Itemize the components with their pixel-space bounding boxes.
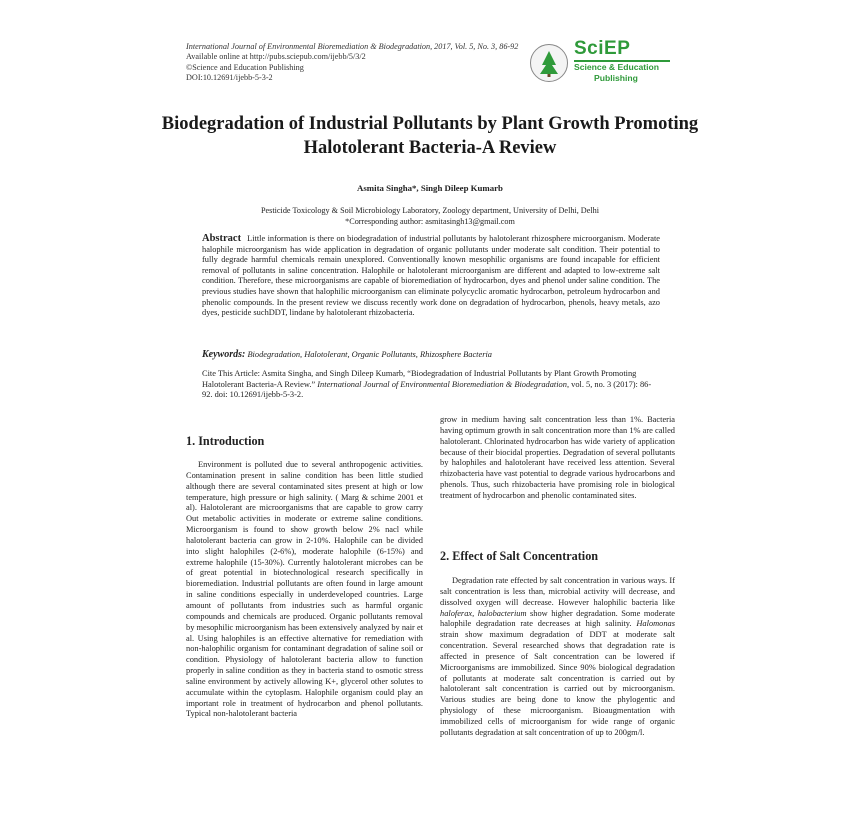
journal-citation-line: International Journal of Environmental Bioremediation & Biodegradation, 2017, Vol. 5, No. 3, 86-92 <box>186 42 519 51</box>
section-heading-salt: 2. Effect of Salt Concentration <box>440 549 599 563</box>
citation-block <box>202 369 660 401</box>
citation-text: Cite This Article: Asmita Singha, and Singh Dileep Kumarb, “Biodegradation of Industrial Pollutants by Plant Growth Promoting Halotolerant Bacteria-A Review.” <box>202 369 637 389</box>
abstract-label: Abstract <box>202 233 242 244</box>
logo-subtitle-1: Science & Education <box>574 62 660 72</box>
corresponding-author: *Corresponding author: asmitasingh13@gmail.com <box>345 216 515 226</box>
introduction-continuation: grow in medium having salt concentration less than 1%. Bacteria having optimum growth in salt concentration more than 1% are called halotolerant. Chlorinated hydrocarbon has wide variety of application because of their biocidal properties. Degradation of several pollutants by halophiles and halotolerant have received less attention. Several rhizobacteria have vast potential to degrade various hydrocarbons and phenols. Thus, such rhizobacteria have promising role in biological treatment of hydrocarbon and phenolic contaminated sites. <box>440 415 675 500</box>
citation-tail: , vol. 5, no. 3 (2017): 86-92. doi: 10.12691/ijebb-5-3-2. <box>202 379 652 400</box>
salt-section-body <box>440 576 675 739</box>
affiliation-block <box>160 206 700 227</box>
salt-italic-b: Halomonas <box>636 619 675 629</box>
section-heading-introduction: 1. Introduction <box>186 434 265 448</box>
copyright-line: ©Science and Education Publishing <box>186 62 304 72</box>
article-authors: Asmita Singha*, Singh Dileep Kumarb <box>357 183 503 193</box>
introduction-paragraph: Environment is polluted due to several anthropogenic activities. Contamination present in saline condition has been little studied although there are several contaminated sites present at high or low temperature, high pressure or high salinity. ( Marg & schime 2001 et al). Halotolerant are microorganisms that are capable to grow carry Out metabolic activities in moderate or extreme saline conditions. Microorganism is found to show growth below 2% nacl while halotolerant bacteria can grow in 2-10%. Halophile can be divided into slight halophiles (2-6%), moderate halophile (6-15%) and extreme halophile (15-30%). Currently halotolerant microbes can be of great potential in biotechnological research specifically in bioremediation. Industrial pollutants are often found in large amount in saline conditions especially in underdeveloped countries. Large amount of pollutants from industries such as harmful organic compounds and chemicals are produced. Organic pollutants removal by mesophilic microorganism has been extensively analyzed by nair et al. Using halophiles is an effective alternative for remediation with non-halophilic organism for contaminant degradation of saline soil or condition. Physiology of halotolerant bacteria allow to function properly in saline condition as they in bacteria stand to osmotic stress saline environment by actively allowing K+, glycerol other solutes to accumulate within the cytoplasm. Halophile organism could play an important role in treatment of hydrocarbon and phenol pollutants. Typical non-halotolerant bacteria <box>186 460 423 719</box>
doi-line: DOI:10.12691/ijebb-5-3-2 <box>186 73 273 83</box>
available-online-line: Available online at http://pubs.sciepub.com/ijebb/5/3/2 <box>186 52 366 62</box>
salt-text-c: strain show maximum degradation of DDT at moderate salt concentration. Several researched shows that degradation rate is affected in presence of Salt concentration can be lowered if Microorganisms are immobilized. Since 90% biological degradation of pollutants at moderate salt concentration is carried out by halotolerant salt concentration is carried out by microorganism. Various studies are being done to know the phylogentic and physiology of these microorganism. Bioaugmentation with immobilized cells of microorganism for wide range of organic pollutants degradation at salt concentration of up to 200gm/l. <box>440 630 675 737</box>
keywords <box>202 349 660 360</box>
abstract-text: Little information is there on biodegradation of industrial pollutants by halotolerant rhizosphere microorganism. Moderate halophile microorganism has wide application in degradation of organic pollutants under moderate salt condition. Their potential to fully degrade harmful chemicals remain unexplored. Conventionally known mesophilic organisms are found incapable for efficient removal of pollutants in saline concentration. Halophile or halotolerant microorganism are different and adapted to low-extreme salt condition. Therefore, these microorganisms are capable of bioremediation of hydrocarbon, dyes and phenol under saline condition. The previous studies have shown that halophilic microorganism can eliminate polycyclic aromatic hydrocarbon, petroleum hydrocarbon and phenolic compounds. In the present review we discuss recently work done on degradation of hydrocarbon, phenols, heavy metals, azo dyes, pesticide suchDDT, lindane by halotolerant rhizobacteria. <box>202 234 660 318</box>
salt-text-a: Degradation rate effected by salt concentration in various ways. If salt concentration is less than, microbial activity will decrease, and dissolved oxygen will decrease. However halophilic bacteria like <box>440 576 675 607</box>
logo-subtitle-2: Publishing <box>594 73 638 83</box>
salt-text-b: show higher degradation. Some moderate halophile degradation rate decreases at high salinity. <box>440 608 675 629</box>
logo-globe-icon <box>530 44 568 82</box>
column-left <box>186 460 423 720</box>
publisher-logo <box>530 40 670 86</box>
logo-wordmark: SciEP <box>574 38 631 59</box>
salt-italic-a: haloferax, halobacterium <box>440 608 527 618</box>
article-title: Biodegradation of Industrial Pollutants by Plant Growth Promoting Halotolerant Bacteria-A Review <box>161 114 699 158</box>
affiliation: Pesticide Toxicology & Soil Microbiology Laboratory, Zoology department, University of Delhi, Delhi <box>260 206 599 215</box>
journal-header <box>186 42 518 84</box>
keywords-text: Biodegradation, Halotolerant, Organic Pollutants, Rhizosphere Bacteria <box>247 350 492 359</box>
abstract <box>202 234 660 319</box>
keywords-label: Keywords: <box>202 349 246 360</box>
column-right <box>440 415 675 502</box>
citation-journal: International Journal of Environmental Bioremediation & Biodegradation <box>317 379 567 389</box>
salt-paragraph <box>440 576 675 739</box>
